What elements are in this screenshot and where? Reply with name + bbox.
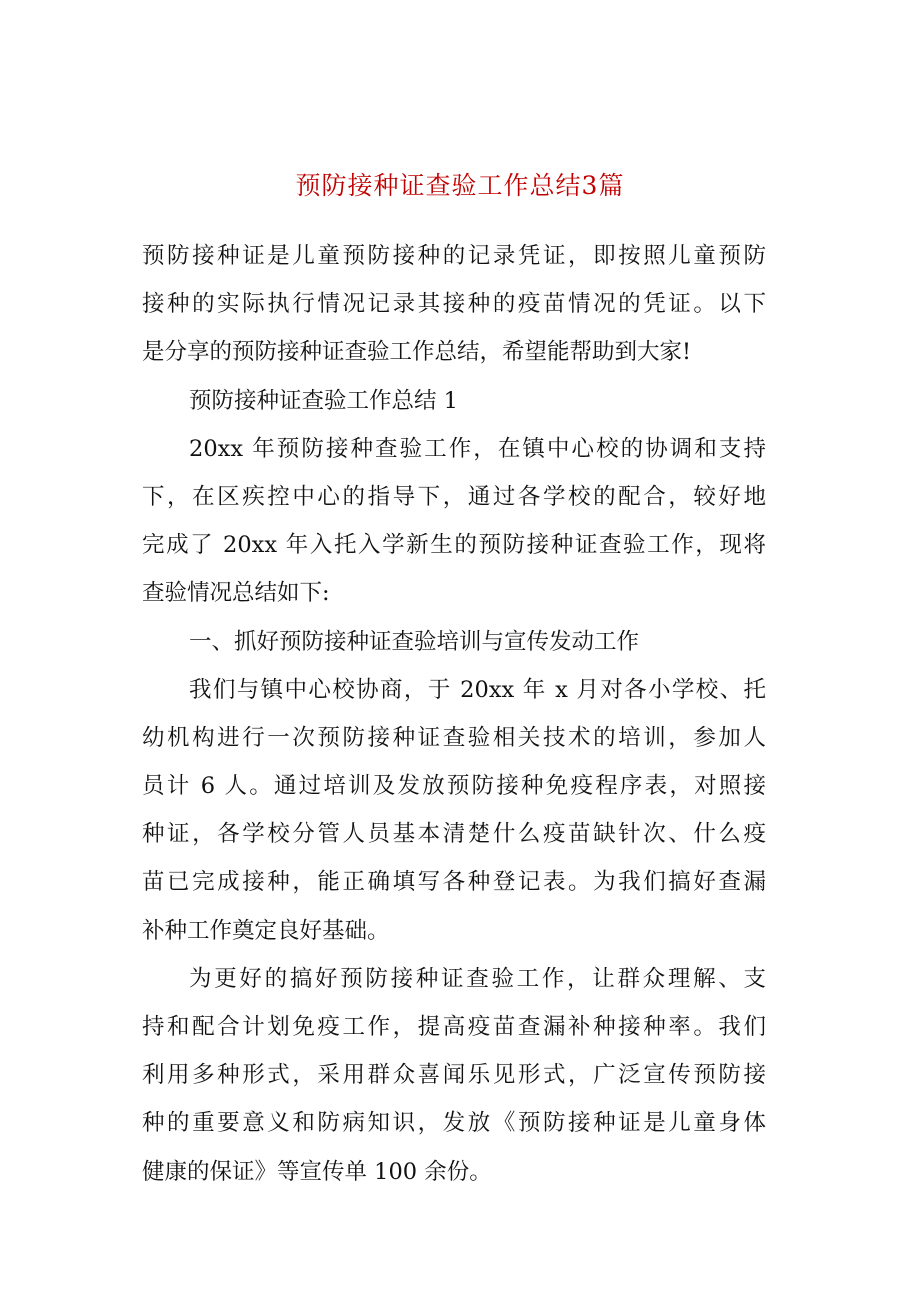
paragraph	[142, 429, 766, 622]
text-line: 预防接种证查验工作总结 1	[189, 387, 458, 414]
text-line: 员计 6 人。通过培训及发放预防接种免疫程序表，对照接	[142, 773, 766, 800]
text-line: 接种的实际执行情况记录其接种的疫苗情况的凭证。以下	[142, 291, 766, 318]
text-line: 持和配合计划免疫工作，提高疫苗查漏补种接种率。我们	[142, 1014, 766, 1040]
text-line: 为更好的搞好预防接种证查验工作，让群众理解、支	[189, 965, 766, 992]
text-line: 苗已完成接种，能正确填写各种登记表。为我们搞好查漏	[142, 869, 766, 896]
paragraph	[142, 959, 766, 1200]
text-line: 利用多种形式，采用群众喜闻乐见形式，广泛宣传预防接	[142, 1062, 766, 1089]
text-line: 查验情况总结如下:	[142, 580, 330, 607]
text-line: 是分享的预防接种证查验工作总结，希望能帮助到大家!	[142, 339, 692, 366]
paragraph	[142, 670, 766, 959]
paragraph	[142, 622, 766, 670]
text-line: 幼机构进行一次预防接种证查验相关技术的培训，参加人	[142, 724, 766, 751]
paragraph	[142, 236, 766, 381]
text-line: 种证，各学校分管人员基本清楚什么疫苗缺针次、什么疫	[142, 821, 766, 848]
text-line: 一、抓好预防接种证查验培训与宣传发动工作	[189, 628, 640, 655]
text-line: 种的重要意义和防病知识，发放《预防接种证是儿童身体	[142, 1110, 766, 1137]
text-line: 预防接种证是儿童预防接种的记录凭证，即按照儿童预防	[142, 243, 766, 269]
text-line: 完成了 20xx 年入托入学新生的预防接种证查验工作，现将	[142, 532, 766, 559]
text-line: 20xx 年预防接种查验工作，在镇中心校的协调和支持	[189, 435, 766, 462]
text-line: 补种工作奠定良好基础。	[142, 917, 390, 944]
document-title: 预防接种证查验工作总结3篇	[295, 171, 625, 200]
document-body	[142, 236, 766, 1200]
text-line: 健康的保证》等宣传单 100 余份。	[142, 1158, 492, 1185]
paragraph	[142, 381, 766, 429]
text-line: 下，在区疾控中心的指导下，通过各学校的配合，较好地	[142, 483, 766, 510]
text-line: 我们与镇中心校协商，于 20xx 年 x 月对各小学校、托	[189, 676, 766, 703]
